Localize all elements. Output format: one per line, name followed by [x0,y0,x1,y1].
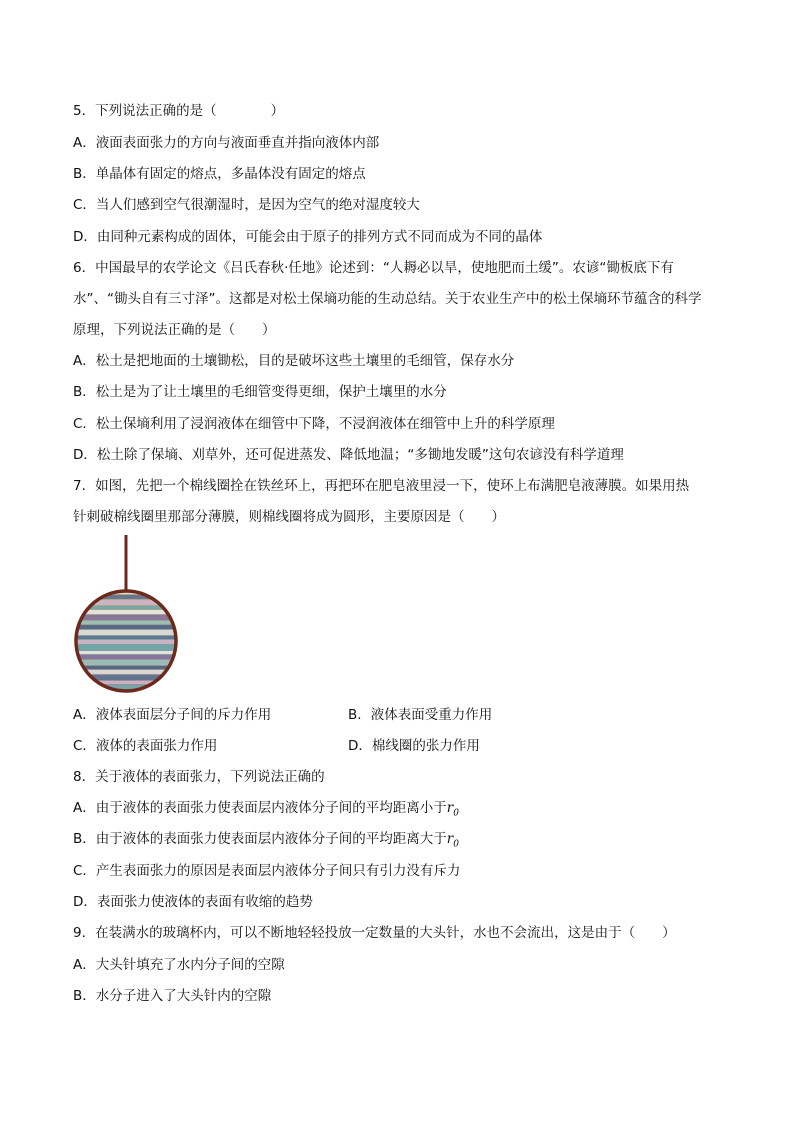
q6-option-c: C．松土保墒利用了浸润液体在细管中下降，不浸润液体在细管中上升的科学原理 [73,416,555,432]
q7-option-d: D．棉线圈的张力作用 [348,738,480,754]
q6-stem-line-1: 6．中国最早的农学论文《吕氏春秋·任地》论述到：“人耨必以旱，使地肥而土缓”。农谚“锄板底下有 [73,260,674,276]
film-stripe [73,645,183,650]
q8-option-a-text: A．由于液体的表面张力使表面层内液体分子间的平均距离小于 [73,800,447,816]
q6-option-a: A．松土是把地面的土壤锄松，目的是破坏这些土壤里的毛细管，保存水分 [73,353,515,369]
q5-option-a: A．液面表面张力的方向与液面垂直并指向液体内部 [73,135,380,151]
film-stripe [73,600,183,605]
q8-option-c: C．产生表面张力的原因是表面层内液体分子间只有引力没有斥力 [73,863,461,879]
q5-option-d: D．由同种元素构成的固体，可能会由于原子的排列方式不同而成为不同的晶体 [73,229,543,245]
soap-film-ring-figure [73,535,183,695]
film-stripe [73,621,183,624]
q9-option-b: B．水分子进入了大头针内的空隙 [73,988,272,1004]
film-stripe [73,681,183,684]
q9-stem: 9．在装满水的玻璃杯内，可以不断地轻轻投放一定数量的大头针，水也不会流出，这是由于（ ） [73,925,676,941]
film-stripe [73,685,183,689]
q7-option-c: C．液体的表面张力作用 [73,738,218,754]
q7-option-b: B．液体表面受重力作用 [348,707,493,723]
q6-option-d: D．松土除了保墒、刈草外，还可促进蒸发、降低地温；“多锄地发暖”这句农谚没有科学道理 [73,447,624,463]
q8-stem: 8．关于液体的表面张力，下列说法正确的 [73,769,325,785]
film-stripe [73,660,183,665]
q7-stem-line-1: 7．如图，先把一个棉线圈拴在铁丝环上，再把环在肥皂液里浸一下，使环上布满肥皂液薄膜。如果用热 [73,478,690,494]
q6-option-b: B．松土是为了让土壤里的毛细管变得更细，保护土壤里的水分 [73,384,447,400]
r0-symbol: $r_0$ [446,831,459,850]
q7-option-a: A．液体表面层分子间的斥力作用 [73,707,272,723]
q8-option-b-text: B．由于液体的表面张力使表面层内液体分子间的平均距离大于 [73,831,447,847]
film-stripe [73,655,183,659]
q9-option-a: A．大头针填充了水内分子间的空隙 [73,957,285,973]
q7-stem-line-2: 针刺破棉线圈里那部分薄膜，则棉线圈将成为圆形，主要原因是（ ） [73,509,505,525]
q6-stem-line-2: 水”、“锄头自有三寸泽”。这都是对松土保墒功能的生动总结。关于农业生产中的松土保墒环节蕴含的科学 [73,291,702,307]
q8-option-a [73,798,459,824]
film-stripe [73,595,183,599]
film-stripe [73,625,183,629]
film-stripe [73,615,183,620]
q5-option-c: C．当人们感到空气很潮湿时，是因为空气的绝对湿度较大 [73,197,420,213]
film-stripe [73,636,183,639]
q5-option-b: B．单晶体有固定的熔点，多晶体没有固定的熔点 [73,166,366,182]
film-stripe [73,630,183,635]
q8-option-d: D．表面张力使液体的表面有收缩的趋势 [73,894,313,910]
film-stripe [73,640,183,644]
film-stripe [73,651,183,654]
q8-option-b [73,829,459,855]
q5-stem: 5．下列说法正确的是（ ） [73,103,285,119]
r0-symbol: $r_0$ [446,800,459,819]
q6-stem-line-3: 原理，下列说法正确的是（ ） [73,322,276,338]
